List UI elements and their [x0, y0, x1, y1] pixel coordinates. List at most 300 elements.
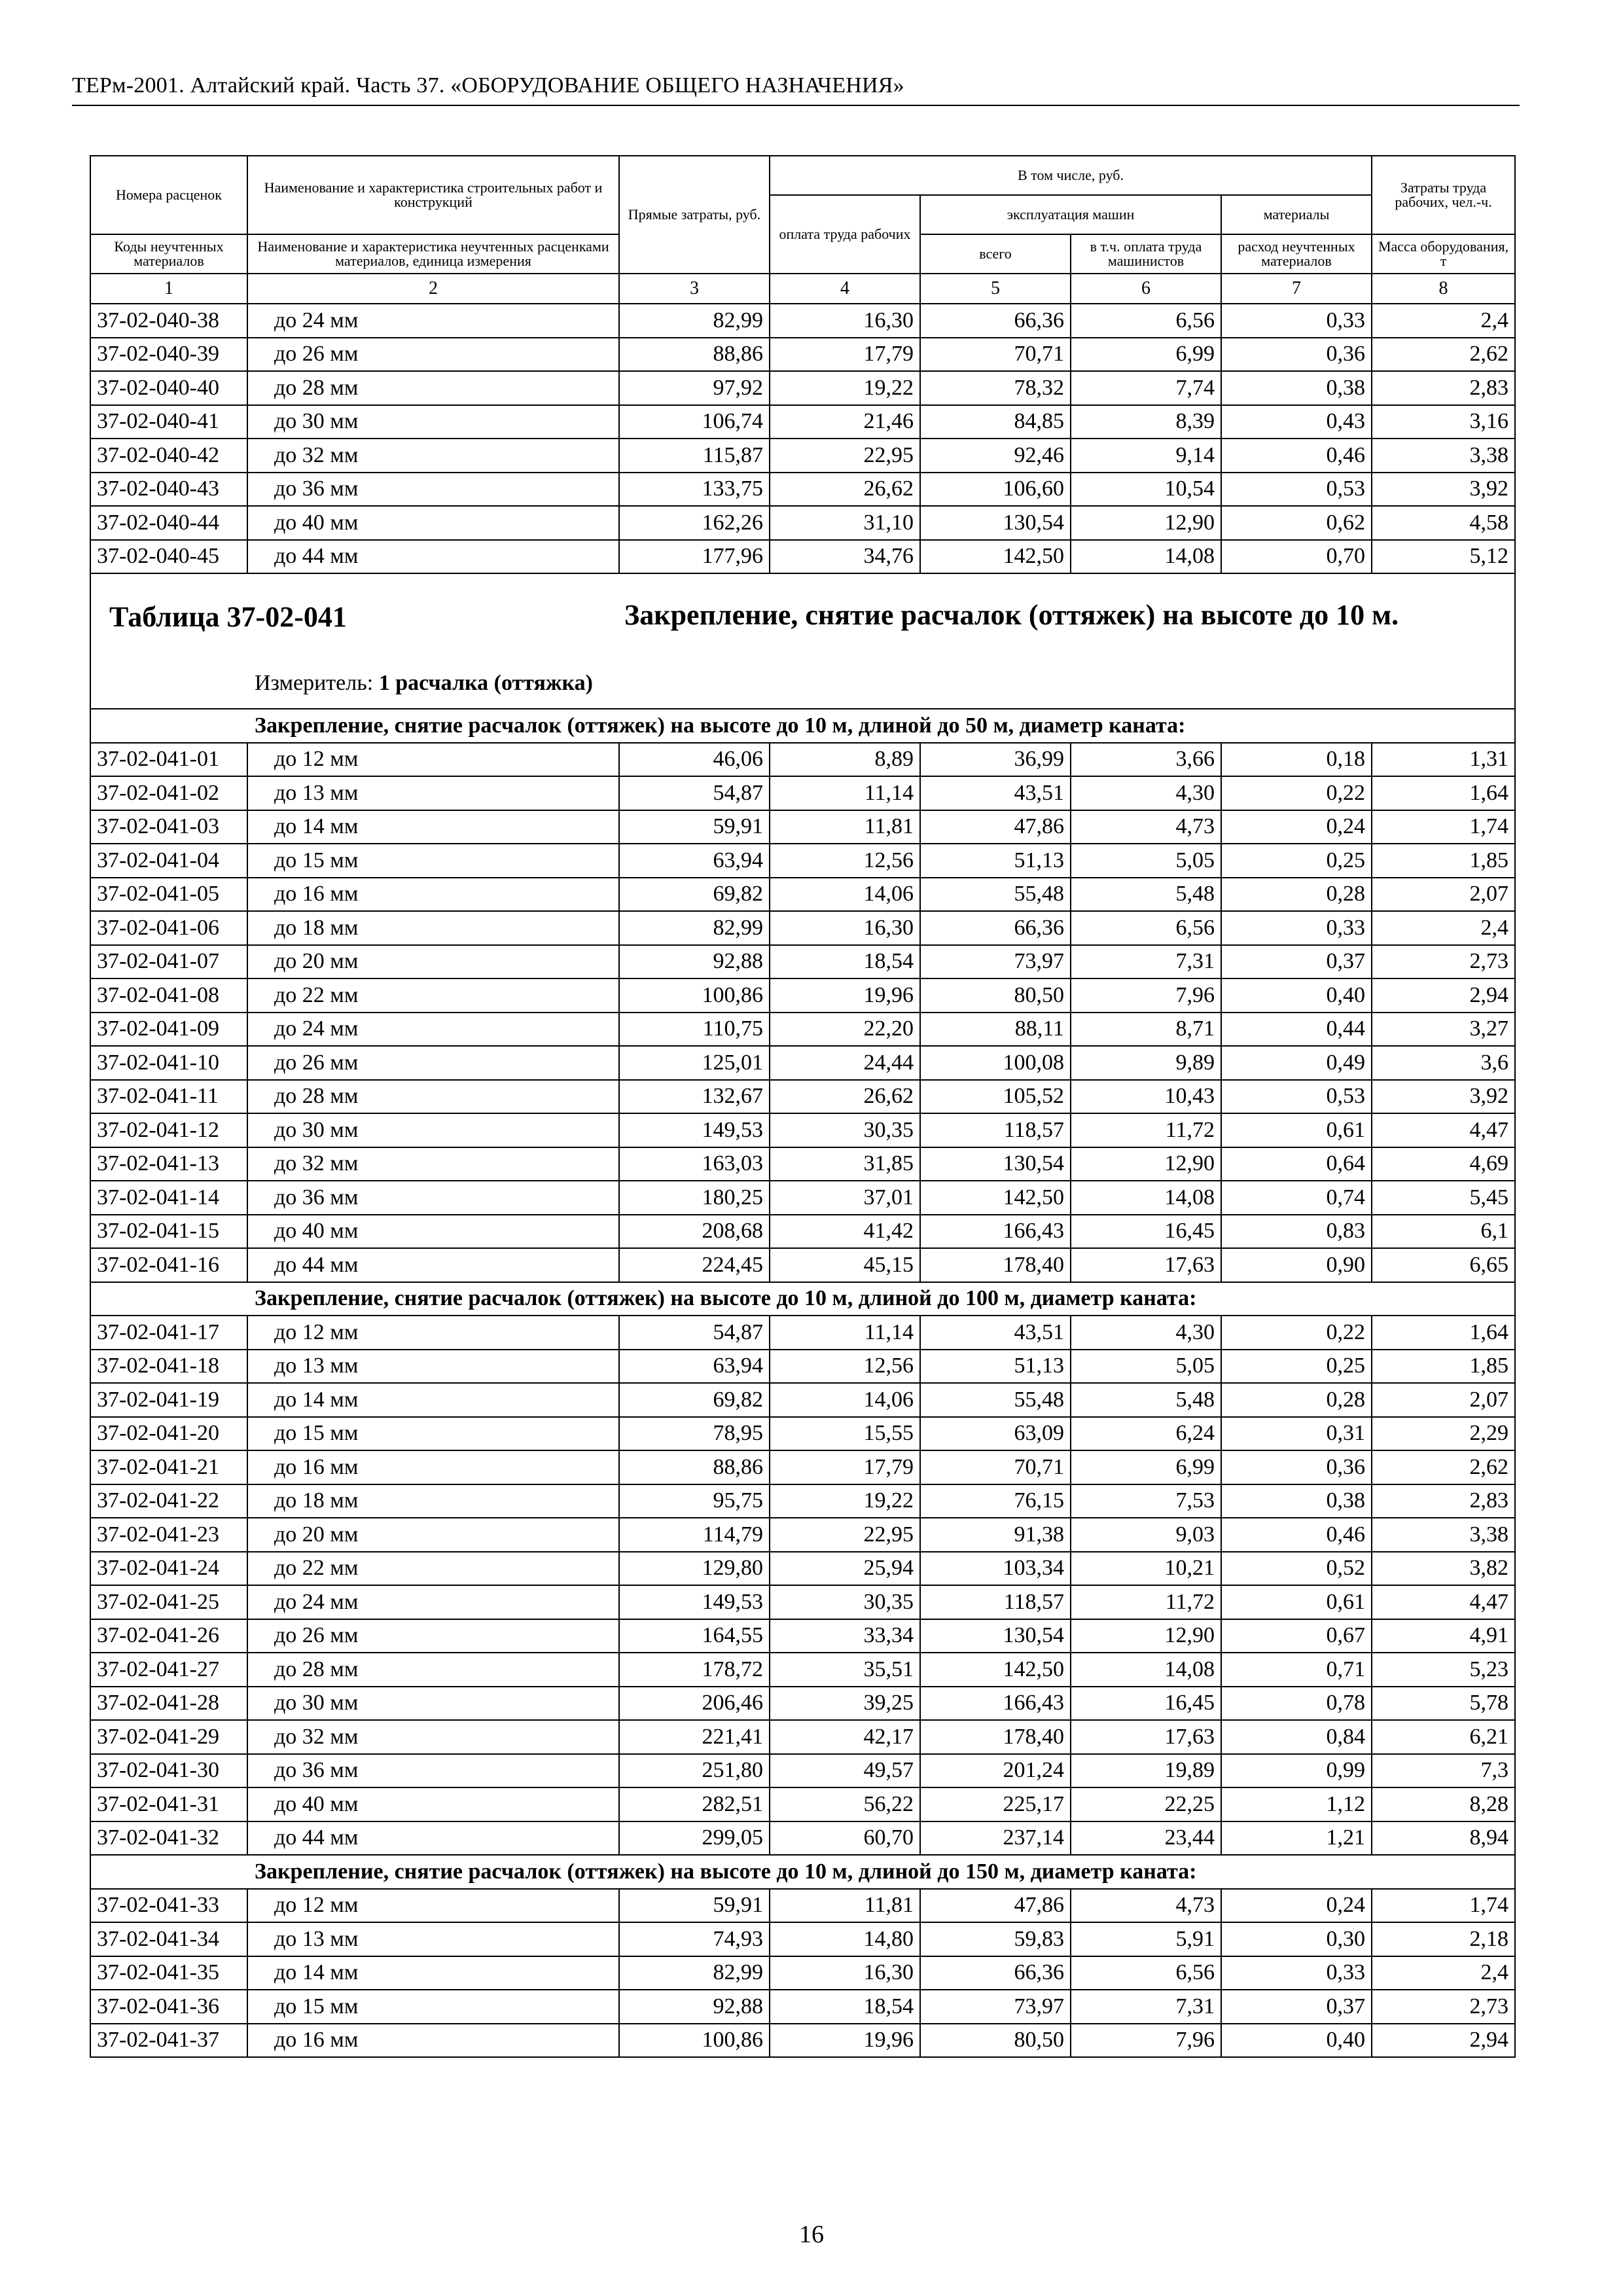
cell-value: 100,08 [920, 1046, 1071, 1080]
cell-value: 12,90 [1071, 1147, 1221, 1181]
cell-value: 11,14 [770, 776, 920, 810]
item-name: до 26 мм [247, 338, 619, 372]
cell-value: 0,24 [1221, 810, 1372, 844]
rate-code: 37-02-041-17 [90, 1316, 247, 1350]
cell-value: 8,39 [1071, 405, 1221, 439]
cell-value: 3,82 [1372, 1552, 1515, 1586]
cell-value: 4,47 [1372, 1585, 1515, 1619]
cell-value: 11,72 [1071, 1113, 1221, 1147]
item-name: до 26 мм [247, 1619, 619, 1653]
rate-code: 37-02-040-42 [90, 439, 247, 473]
cell-value: 115,87 [619, 439, 770, 473]
cell-value: 3,92 [1372, 1080, 1515, 1114]
cell-value: 0,25 [1221, 844, 1372, 878]
cell-value: 78,32 [920, 371, 1071, 405]
cell-value: 18,54 [770, 1990, 920, 2024]
item-name: до 44 мм [247, 540, 619, 574]
cell-value: 2,07 [1372, 878, 1515, 912]
rate-code: 37-02-041-20 [90, 1417, 247, 1451]
cell-value: 54,87 [619, 776, 770, 810]
col-rate-numbers: Номера расценок [90, 156, 247, 234]
rate-code: 37-02-041-21 [90, 1450, 247, 1484]
cell-value: 5,48 [1071, 1383, 1221, 1417]
cell-value: 7,96 [1071, 978, 1221, 1013]
rate-code: 37-02-041-07 [90, 945, 247, 979]
item-name: до 14 мм [247, 1383, 619, 1417]
table-row [90, 1585, 1515, 1619]
cell-value: 5,48 [1071, 878, 1221, 912]
cell-value: 0,33 [1221, 304, 1372, 338]
col-number: 6 [1071, 274, 1221, 304]
cell-value: 14,08 [1071, 1653, 1221, 1687]
cell-value: 43,51 [920, 1316, 1071, 1350]
item-name: до 44 мм [247, 1248, 619, 1282]
cell-value: 24,44 [770, 1046, 920, 1080]
item-name: до 18 мм [247, 1484, 619, 1518]
section-heading: Закрепление, снятие расчалок (оттяжек) на высоте до 10 м, длиной до 100 м, диаметр каната: [90, 1282, 1515, 1316]
cell-value: 14,80 [770, 1922, 920, 1956]
item-name: до 32 мм [247, 1720, 619, 1754]
table-row [90, 1922, 1515, 1956]
cell-value: 82,99 [619, 911, 770, 945]
cell-value: 0,61 [1221, 1585, 1372, 1619]
cell-value: 60,70 [770, 1821, 920, 1856]
section-heading-row [90, 1855, 1515, 1889]
cell-value: 0,46 [1221, 1518, 1372, 1552]
cell-value: 4,47 [1372, 1113, 1515, 1147]
cell-value: 0,74 [1221, 1181, 1372, 1215]
table-row [90, 2024, 1515, 2058]
cell-value: 0,71 [1221, 1653, 1372, 1687]
rate-code: 37-02-041-37 [90, 2024, 247, 2058]
cell-value: 16,30 [770, 911, 920, 945]
cell-value: 118,57 [920, 1585, 1071, 1619]
cell-value: 0,36 [1221, 338, 1372, 372]
cell-value: 1,12 [1221, 1787, 1372, 1821]
cell-value: 14,06 [770, 878, 920, 912]
cell-value: 19,96 [770, 2024, 920, 2058]
table-row [90, 371, 1515, 405]
cell-value: 178,72 [619, 1653, 770, 1687]
rate-code: 37-02-041-31 [90, 1787, 247, 1821]
item-name: до 28 мм [247, 371, 619, 405]
rate-code: 37-02-041-29 [90, 1720, 247, 1754]
table-row [90, 338, 1515, 372]
cell-value: 42,17 [770, 1720, 920, 1754]
item-name: до 13 мм [247, 776, 619, 810]
cell-value: 0,31 [1221, 1417, 1372, 1451]
item-name: до 13 мм [247, 1350, 619, 1384]
cell-value: 14,08 [1071, 540, 1221, 574]
cell-value: 51,13 [920, 844, 1071, 878]
item-name: до 28 мм [247, 1653, 619, 1687]
cell-value: 76,15 [920, 1484, 1071, 1518]
rate-code: 37-02-041-12 [90, 1113, 247, 1147]
col-number: 3 [619, 274, 770, 304]
col-number: 8 [1372, 274, 1515, 304]
cell-value: 130,54 [920, 506, 1071, 540]
col-including: В том числе, руб. [770, 156, 1372, 195]
cell-value: 6,21 [1372, 1720, 1515, 1754]
table-row [90, 1754, 1515, 1788]
cell-value: 0,84 [1221, 1720, 1372, 1754]
cell-value: 55,48 [920, 1383, 1071, 1417]
cell-value: 10,21 [1071, 1552, 1221, 1586]
cell-value: 110,75 [619, 1013, 770, 1047]
cell-value: 92,88 [619, 1990, 770, 2024]
cell-value: 164,55 [619, 1619, 770, 1653]
cell-value: 5,45 [1372, 1181, 1515, 1215]
cell-value: 51,13 [920, 1350, 1071, 1384]
cell-value: 88,86 [619, 338, 770, 372]
cell-value: 106,60 [920, 473, 1071, 507]
col-number: 4 [770, 274, 920, 304]
cell-value: 7,53 [1071, 1484, 1221, 1518]
cell-value: 1,85 [1372, 1350, 1515, 1384]
item-name: до 22 мм [247, 1552, 619, 1586]
cell-value: 12,90 [1071, 506, 1221, 540]
cell-value: 41,42 [770, 1215, 920, 1249]
cell-value: 0,33 [1221, 911, 1372, 945]
table-row [90, 1316, 1515, 1350]
cell-value: 26,62 [770, 473, 920, 507]
item-name: до 44 мм [247, 1821, 619, 1856]
cell-value: 0,52 [1221, 1552, 1372, 1586]
cell-value: 0,61 [1221, 1113, 1372, 1147]
cell-value: 0,40 [1221, 2024, 1372, 2058]
cell-value: 5,05 [1071, 844, 1221, 878]
cell-value: 0,28 [1221, 878, 1372, 912]
cell-value: 208,68 [619, 1215, 770, 1249]
cell-value: 0,30 [1221, 1922, 1372, 1956]
table-row [90, 911, 1515, 945]
cell-value: 69,82 [619, 878, 770, 912]
table-row [90, 1552, 1515, 1586]
cell-value: 8,71 [1071, 1013, 1221, 1047]
table-row [90, 1653, 1515, 1687]
table-row [90, 506, 1515, 540]
table-row [90, 304, 1515, 338]
cell-value: 3,66 [1071, 743, 1221, 777]
cell-value: 10,54 [1071, 473, 1221, 507]
cell-value: 88,11 [920, 1013, 1071, 1047]
cell-value: 178,40 [920, 1248, 1071, 1282]
cell-value: 237,14 [920, 1821, 1071, 1856]
cell-value: 95,75 [619, 1484, 770, 1518]
cell-value: 59,83 [920, 1922, 1071, 1956]
cell-value: 12,56 [770, 1350, 920, 1384]
cell-value: 0,22 [1221, 1316, 1372, 1350]
cell-value: 30,35 [770, 1113, 920, 1147]
cell-value: 91,38 [920, 1518, 1071, 1552]
cell-value: 25,94 [770, 1552, 920, 1586]
cell-value: 10,43 [1071, 1080, 1221, 1114]
header-rule [72, 105, 1520, 106]
rate-code: 37-02-041-03 [90, 810, 247, 844]
item-name: до 32 мм [247, 1147, 619, 1181]
item-name: до 36 мм [247, 473, 619, 507]
cell-value: 5,91 [1071, 1922, 1221, 1956]
table-row [90, 1956, 1515, 1990]
cell-value: 251,80 [619, 1754, 770, 1788]
rate-code: 37-02-041-22 [90, 1484, 247, 1518]
cell-value: 9,03 [1071, 1518, 1221, 1552]
cell-value: 4,73 [1071, 1889, 1221, 1923]
cell-value: 11,81 [770, 810, 920, 844]
cell-value: 6,24 [1071, 1417, 1221, 1451]
cell-value: 5,23 [1372, 1653, 1515, 1687]
rate-code: 37-02-041-06 [90, 911, 247, 945]
cell-value: 30,35 [770, 1585, 920, 1619]
table-row [90, 1889, 1515, 1923]
cell-value: 0,64 [1221, 1147, 1372, 1181]
table-row [90, 1990, 1515, 2024]
table-row [90, 1484, 1515, 1518]
cell-value: 7,3 [1372, 1754, 1515, 1788]
cell-value: 162,26 [619, 506, 770, 540]
cell-value: 22,95 [770, 439, 920, 473]
col-labor-costs: Затраты труда рабочих, чел.-ч. [1372, 156, 1515, 234]
cell-value: 0,25 [1221, 1350, 1372, 1384]
cell-value: 19,89 [1071, 1754, 1221, 1788]
item-name: до 30 мм [247, 405, 619, 439]
table-row [90, 743, 1515, 777]
item-name: до 12 мм [247, 1889, 619, 1923]
cell-value: 92,46 [920, 439, 1071, 473]
cell-value: 56,22 [770, 1787, 920, 1821]
cell-value: 6,99 [1071, 338, 1221, 372]
cell-value: 0,28 [1221, 1383, 1372, 1417]
table-row [90, 1013, 1515, 1047]
cell-value: 97,92 [619, 371, 770, 405]
cell-value: 149,53 [619, 1113, 770, 1147]
cell-value: 17,79 [770, 1450, 920, 1484]
item-name: до 24 мм [247, 1013, 619, 1047]
rate-code: 37-02-041-24 [90, 1552, 247, 1586]
cell-value: 19,22 [770, 1484, 920, 1518]
cell-value: 37,01 [770, 1181, 920, 1215]
cell-value: 59,91 [619, 1889, 770, 1923]
table-row [90, 1046, 1515, 1080]
rate-code: 37-02-041-18 [90, 1350, 247, 1384]
col-unaccounted-names: Наименование и характеристика неучтенных расценками материалов, единица измерения [247, 234, 619, 274]
cell-value: 1,21 [1221, 1821, 1372, 1856]
cell-value: 2,62 [1372, 338, 1515, 372]
cell-value: 22,95 [770, 1518, 920, 1552]
cell-value: 11,81 [770, 1889, 920, 1923]
table-row [90, 1821, 1515, 1856]
table-row [90, 1383, 1515, 1417]
item-name: до 15 мм [247, 1417, 619, 1451]
cell-value: 201,24 [920, 1754, 1071, 1788]
item-name: до 14 мм [247, 1956, 619, 1990]
cell-value: 166,43 [920, 1215, 1071, 1249]
cell-value: 0,46 [1221, 439, 1372, 473]
rate-code: 37-02-041-25 [90, 1585, 247, 1619]
cell-value: 34,76 [770, 540, 920, 574]
cell-value: 0,36 [1221, 1450, 1372, 1484]
cell-value: 11,72 [1071, 1585, 1221, 1619]
col-machine-ops: эксплуатация машин [920, 195, 1221, 234]
cell-value: 2,94 [1372, 2024, 1515, 2058]
cell-value: 11,14 [770, 1316, 920, 1350]
cell-value: 14,06 [770, 1383, 920, 1417]
cell-value: 88,86 [619, 1450, 770, 1484]
table-row [90, 878, 1515, 912]
item-name: до 20 мм [247, 1518, 619, 1552]
rates-table [90, 155, 1516, 2058]
cell-value: 14,08 [1071, 1181, 1221, 1215]
cell-value: 142,50 [920, 1181, 1071, 1215]
cell-value: 2,73 [1372, 1990, 1515, 2024]
cell-value: 2,4 [1372, 911, 1515, 945]
cell-value: 63,09 [920, 1417, 1071, 1451]
cell-value: 4,73 [1071, 810, 1221, 844]
cell-value: 103,34 [920, 1552, 1071, 1586]
cell-value: 92,88 [619, 945, 770, 979]
table-row [90, 1450, 1515, 1484]
cell-value: 2,94 [1372, 978, 1515, 1013]
cell-value: 149,53 [619, 1585, 770, 1619]
cell-value: 0,40 [1221, 978, 1372, 1013]
cell-value: 1,64 [1372, 1316, 1515, 1350]
item-name: до 32 мм [247, 439, 619, 473]
col-equipment-mass: Масса оборудования, т [1372, 234, 1515, 274]
table-row [90, 1113, 1515, 1147]
rate-code: 37-02-041-09 [90, 1013, 247, 1047]
table-row [90, 978, 1515, 1013]
cell-value: 15,55 [770, 1417, 920, 1451]
col-unaccounted-consumption: расход неучтенных материалов [1221, 234, 1372, 274]
item-name: до 40 мм [247, 506, 619, 540]
cell-value: 54,87 [619, 1316, 770, 1350]
item-name: до 16 мм [247, 1450, 619, 1484]
cell-value: 3,27 [1372, 1013, 1515, 1047]
item-name: до 13 мм [247, 1922, 619, 1956]
cell-value: 82,99 [619, 304, 770, 338]
rate-code: 37-02-041-13 [90, 1147, 247, 1181]
cell-value: 0,24 [1221, 1889, 1372, 1923]
rate-code: 37-02-041-35 [90, 1956, 247, 1990]
cell-value: 17,63 [1071, 1248, 1221, 1282]
table-row [90, 1350, 1515, 1384]
item-name: до 18 мм [247, 911, 619, 945]
cell-value: 2,4 [1372, 1956, 1515, 1990]
cell-value: 225,17 [920, 1787, 1071, 1821]
cell-value: 9,89 [1071, 1046, 1221, 1080]
table-row [90, 844, 1515, 878]
cell-value: 3,16 [1372, 405, 1515, 439]
cell-value: 70,71 [920, 1450, 1071, 1484]
cell-value: 2,83 [1372, 371, 1515, 405]
cell-value: 7,31 [1071, 945, 1221, 979]
cell-value: 19,22 [770, 371, 920, 405]
cell-value: 6,56 [1071, 304, 1221, 338]
cell-value: 7,74 [1071, 371, 1221, 405]
cell-value: 1,31 [1372, 743, 1515, 777]
item-name: до 16 мм [247, 2024, 619, 2058]
unit-of-measure [255, 671, 593, 696]
cell-value: 7,31 [1071, 1990, 1221, 2024]
cell-value: 63,94 [619, 1350, 770, 1384]
rate-code: 37-02-041-26 [90, 1619, 247, 1653]
cell-value: 2,07 [1372, 1383, 1515, 1417]
cell-value: 12,90 [1071, 1619, 1221, 1653]
cell-value: 2,4 [1372, 304, 1515, 338]
cell-value: 33,34 [770, 1619, 920, 1653]
cell-value: 47,86 [920, 810, 1071, 844]
item-name: до 26 мм [247, 1046, 619, 1080]
cell-value: 82,99 [619, 1956, 770, 1990]
table-row [90, 540, 1515, 574]
rate-code: 37-02-041-04 [90, 844, 247, 878]
cell-value: 12,56 [770, 844, 920, 878]
cell-value: 18,54 [770, 945, 920, 979]
cell-value: 63,94 [619, 844, 770, 878]
cell-value: 3,38 [1372, 1518, 1515, 1552]
cell-value: 4,91 [1372, 1619, 1515, 1653]
cell-value: 5,78 [1372, 1687, 1515, 1721]
running-header: ТЕРм-2001. Алтайский край. Часть 37. «ОБОРУДОВАНИЕ ОБЩЕГО НАЗНАЧЕНИЯ» [72, 73, 904, 98]
cell-value: 84,85 [920, 405, 1071, 439]
item-name: до 15 мм [247, 844, 619, 878]
cell-value: 0,37 [1221, 1990, 1372, 2024]
cell-value: 43,51 [920, 776, 1071, 810]
cell-value: 2,62 [1372, 1450, 1515, 1484]
rate-code: 37-02-041-05 [90, 878, 247, 912]
rate-code: 37-02-041-16 [90, 1248, 247, 1282]
rate-code: 37-02-040-44 [90, 506, 247, 540]
unit-label: Измеритель: [255, 671, 379, 695]
cell-value: 118,57 [920, 1113, 1071, 1147]
cell-value: 3,92 [1372, 473, 1515, 507]
cell-value: 2,83 [1372, 1484, 1515, 1518]
cell-value: 0,38 [1221, 1484, 1372, 1518]
cell-value: 0,38 [1221, 371, 1372, 405]
col-number: 7 [1221, 274, 1372, 304]
unit-value: 1 расчалка (оттяжка) [378, 671, 593, 695]
col-work-name: Наименование и характеристика строительных работ и конструкций [247, 156, 619, 234]
item-name: до 12 мм [247, 1316, 619, 1350]
cell-value: 0,22 [1221, 776, 1372, 810]
table-row [90, 776, 1515, 810]
cell-value: 16,30 [770, 304, 920, 338]
col-driver-pay: в т.ч. оплата труда машинистов [1071, 234, 1221, 274]
cell-value: 0,33 [1221, 1956, 1372, 1990]
cell-value: 0,18 [1221, 743, 1372, 777]
rate-code: 37-02-040-43 [90, 473, 247, 507]
cell-value: 0,90 [1221, 1248, 1372, 1282]
cell-value: 80,50 [920, 978, 1071, 1013]
table-row [90, 473, 1515, 507]
cell-value: 114,79 [619, 1518, 770, 1552]
rate-code: 37-02-041-19 [90, 1383, 247, 1417]
cell-value: 16,30 [770, 1956, 920, 1990]
header-row-1 [90, 156, 1515, 195]
rate-code: 37-02-041-23 [90, 1518, 247, 1552]
table-number: Таблица 37-02-041 [109, 601, 347, 633]
cell-value: 6,56 [1071, 1956, 1221, 1990]
cell-value: 5,05 [1071, 1350, 1221, 1384]
col-number: 1 [90, 274, 247, 304]
rate-code: 37-02-040-41 [90, 405, 247, 439]
table-row [90, 945, 1515, 979]
cell-value: 6,65 [1372, 1248, 1515, 1282]
cell-value: 178,40 [920, 1720, 1071, 1754]
page-number: 16 [799, 2221, 824, 2248]
cell-value: 0,83 [1221, 1215, 1372, 1249]
table-row [90, 1720, 1515, 1754]
